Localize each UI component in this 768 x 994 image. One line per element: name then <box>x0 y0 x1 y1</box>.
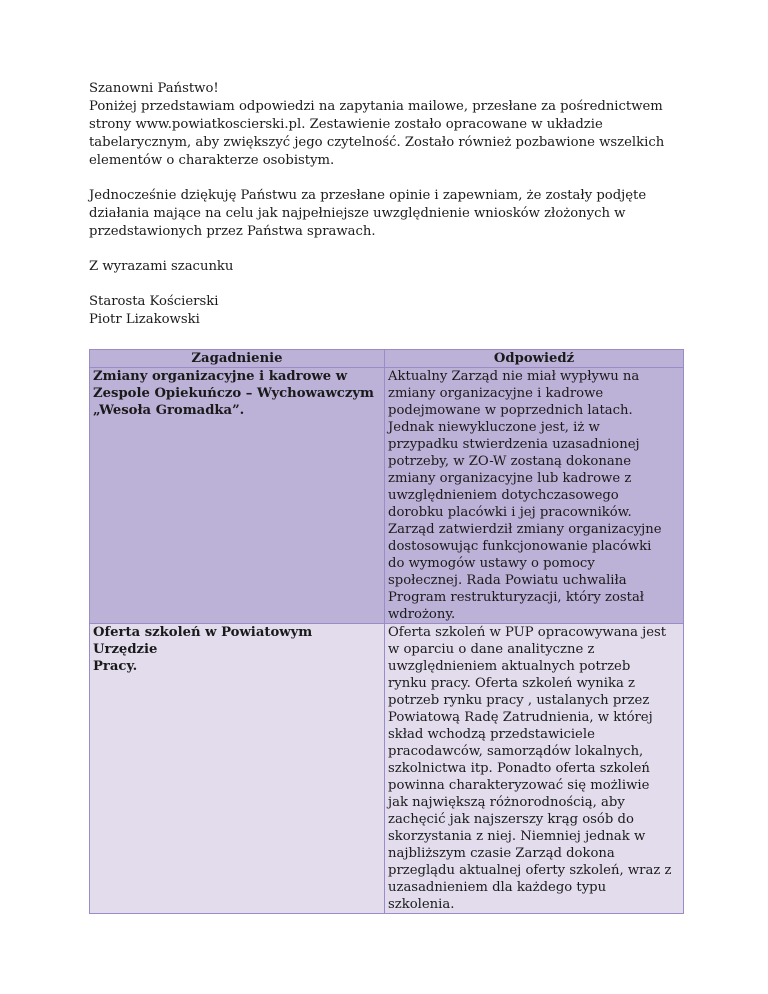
table-row <box>90 368 684 624</box>
thanks-paragraph <box>89 187 689 241</box>
thanks-line: Jednocześnie dziękuję Państwu za przesłane opinie i zapewniam, że zostały podjęte <box>89 188 647 203</box>
intro-line: Poniżej przedstawiam odpowiedzi na zapytania mailowe, przesłane za pośrednictwem <box>89 99 663 114</box>
answer-line: skład wchodzą przedstawiciele <box>388 727 595 742</box>
greeting-line: Szanowni Państwo! <box>89 81 219 96</box>
closing-paragraph <box>89 258 689 276</box>
document-page <box>89 80 689 914</box>
answer-line: przeglądu aktualnej oferty szkoleń, wraz z <box>388 863 672 878</box>
header-answer: Odpowiedź <box>385 350 684 368</box>
answer-line: szkolnictwa itp. Ponadto oferta szkoleń <box>388 761 650 776</box>
answer-line: pracodawców, samorządów lokalnych, <box>388 744 644 759</box>
answer-line: uwzględnieniem aktualnych potrzeb <box>388 659 631 674</box>
answer-line: zmiany organizacyjne lub kadrowe z <box>388 471 632 486</box>
answer-line: zachęcić jak najszerszy krąg osób do <box>388 812 634 827</box>
answer-line: wdrożony. <box>388 607 456 622</box>
answer-line: zmiany organizacyjne i kadrowe <box>388 386 604 401</box>
signature-block <box>89 293 689 329</box>
answer-line: skorzystania z niej. Niemniej jednak w <box>388 829 646 844</box>
answer-line: szkolenia. <box>388 897 455 912</box>
topic-line: Oferta szkoleń w Powiatowym Urzędzie <box>93 625 313 657</box>
thanks-line: działania mające na celu jak najpełniejsze uwzględnienie wniosków złożonych w <box>89 206 626 221</box>
answer-line: do wymogów ustawy o pomocy <box>388 556 595 571</box>
thanks-line: przedstawionych przez Państwa sprawach. <box>89 224 376 239</box>
answer-line: rynku pracy. Oferta szkoleń wynika z <box>388 676 635 691</box>
topic-cell <box>90 368 385 624</box>
answer-line: jak największą różnorodnością, aby <box>388 795 625 810</box>
answer-line: Program restrukturyzacji, który został <box>388 590 645 605</box>
topic-line: Zespole Opiekuńczo – Wychowawczym <box>93 386 374 401</box>
answer-line: podejmowane w poprzednich latach. <box>388 403 633 418</box>
intro-line: elementów o charakterze osobistym. <box>89 153 335 168</box>
topic-line: Zmiany organizacyjne i kadrowe w <box>93 369 348 384</box>
intro-paragraph <box>89 80 689 170</box>
answer-line: potrzeby, w ZO-W zostaną dokonane <box>388 454 632 469</box>
answer-cell <box>385 624 684 914</box>
answer-cell <box>385 368 684 624</box>
intro-line: tabelarycznym, aby zwiększyć jego czytelność. Zostało również pozbawione wszelkich <box>89 135 665 150</box>
answer-line: dorobku placówki i jej pracowników. <box>388 505 632 520</box>
answer-line: powinna charakteryzować się możliwie <box>388 778 650 793</box>
answer-line: Jednak niewykluczone jest, iż w <box>388 420 600 435</box>
signature-name: Piotr Lizakowski <box>89 312 200 327</box>
signature-title: Starosta Kościerski <box>89 294 219 309</box>
answer-line: Oferta szkoleń w PUP opracowywana jest <box>388 625 667 640</box>
table-row <box>90 624 684 914</box>
answer-line: Aktualny Zarząd nie miał wypływu na <box>388 369 640 384</box>
qa-table <box>89 349 684 914</box>
answer-line: przypadku stwierdzenia uzasadnionej <box>388 437 640 452</box>
closing-line: Z wyrazami szacunku <box>89 259 234 274</box>
answer-line: w oparciu o dane analityczne z <box>388 642 595 657</box>
header-topic: Zagadnienie <box>90 350 385 368</box>
answer-line: potrzeb rynku pracy , ustalanych przez <box>388 693 650 708</box>
answer-line: uwzględnieniem dotychczasowego <box>388 488 619 503</box>
topic-line: „Wesoła Gromadka”. <box>93 403 245 418</box>
intro-line: strony www.powiatkoscierski.pl. Zestawienie zostało opracowane w układzie <box>89 117 603 132</box>
topic-cell <box>90 624 385 914</box>
answer-line: Zarząd zatwierdził zmiany organizacyjne <box>388 522 662 537</box>
answer-line: dostosowując funkcjonowanie placówki <box>388 539 652 554</box>
answer-line: społecznej. Rada Powiatu uchwaliła <box>388 573 627 588</box>
answer-line: Powiatową Radę Zatrudnienia, w której <box>388 710 653 725</box>
answer-line: uzasadnieniem dla każdego typu <box>388 880 607 895</box>
answer-line: najbliższym czasie Zarząd dokona <box>388 846 615 861</box>
table-header-row <box>90 350 684 368</box>
topic-line: Pracy. <box>93 659 138 674</box>
